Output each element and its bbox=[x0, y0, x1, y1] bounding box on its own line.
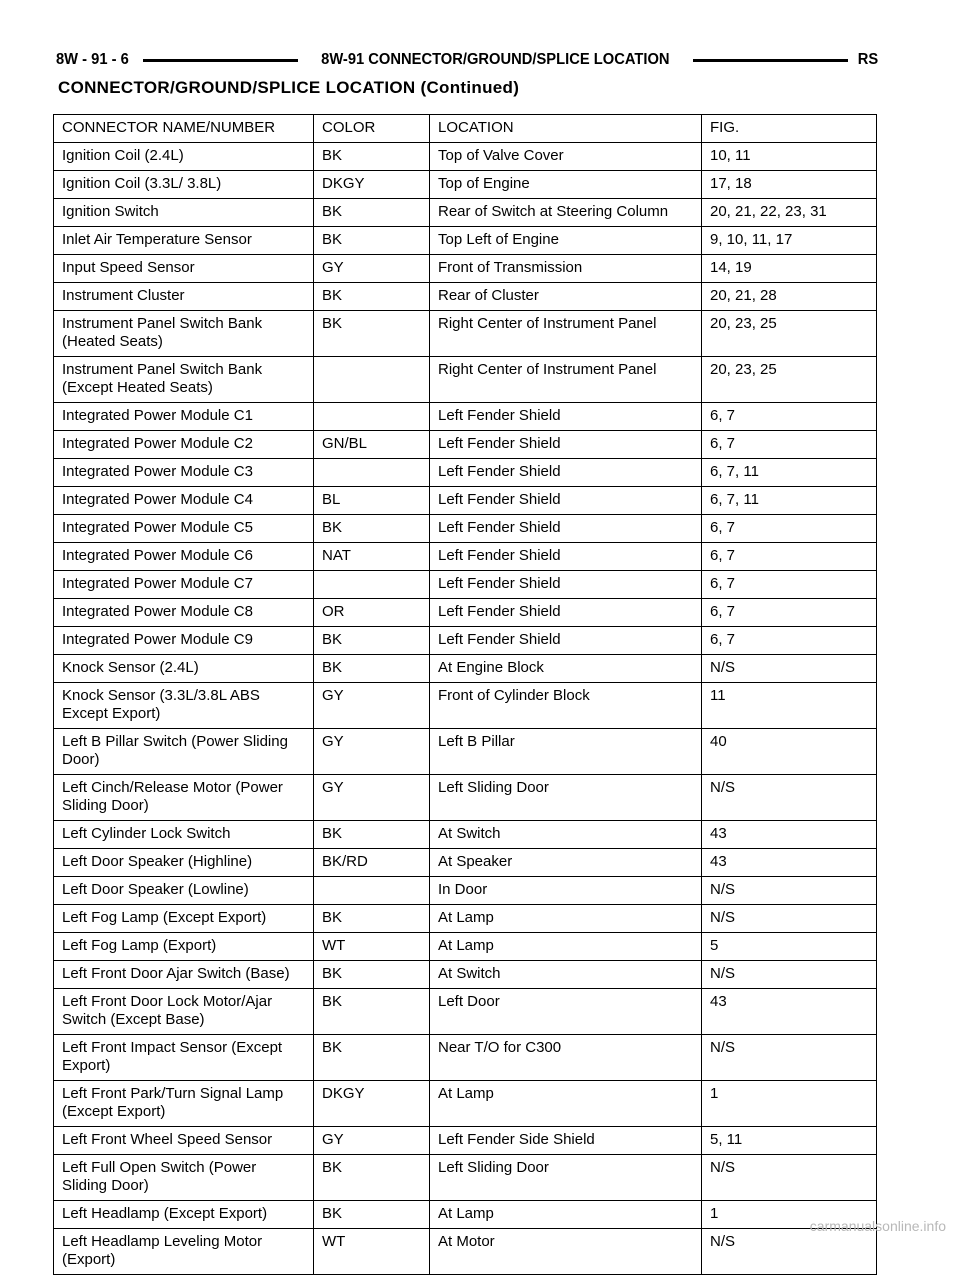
cell-connector-name: Left Door Speaker (Highline) bbox=[54, 849, 314, 877]
cell-location: Left Fender Shield bbox=[430, 403, 702, 431]
table-row bbox=[54, 989, 877, 1035]
cell-color: WT bbox=[314, 933, 430, 961]
cell-fig: N/S bbox=[702, 655, 877, 683]
cell-location: Left Fender Shield bbox=[430, 543, 702, 571]
cell-connector-name: Knock Sensor (3.3L/3.8L ABS Except Export) bbox=[54, 683, 314, 729]
model-code: RS bbox=[857, 51, 879, 68]
cell-color: BK bbox=[314, 1201, 430, 1229]
cell-location: At Switch bbox=[430, 821, 702, 849]
cell-color: BK bbox=[314, 283, 430, 311]
cell-location: Top of Valve Cover bbox=[430, 143, 702, 171]
header-rule-right bbox=[693, 59, 848, 62]
cell-color: BK bbox=[314, 989, 430, 1035]
cell-color: DKGY bbox=[314, 171, 430, 199]
table-row bbox=[54, 283, 877, 311]
cell-color: BK bbox=[314, 1155, 430, 1201]
cell-location: Right Center of Instrument Panel bbox=[430, 357, 702, 403]
cell-color: GY bbox=[314, 1127, 430, 1155]
cell-location: Left Sliding Door bbox=[430, 775, 702, 821]
cell-connector-name: Left Front Wheel Speed Sensor bbox=[54, 1127, 314, 1155]
cell-fig: 20, 23, 25 bbox=[702, 357, 877, 403]
cell-color: BK bbox=[314, 961, 430, 989]
table-row bbox=[54, 171, 877, 199]
table-row bbox=[54, 571, 877, 599]
cell-location: Left Fender Shield bbox=[430, 459, 702, 487]
cell-location: Left Fender Side Shield bbox=[430, 1127, 702, 1155]
table-row bbox=[54, 1081, 877, 1127]
cell-fig: 6, 7 bbox=[702, 571, 877, 599]
cell-fig: 1 bbox=[702, 1081, 877, 1127]
table-row bbox=[54, 227, 877, 255]
table-row bbox=[54, 487, 877, 515]
cell-connector-name: Left Front Door Ajar Switch (Base) bbox=[54, 961, 314, 989]
column-header-color: COLOR bbox=[314, 115, 430, 143]
cell-color: BL bbox=[314, 487, 430, 515]
cell-fig: 14, 19 bbox=[702, 255, 877, 283]
cell-fig: 5, 11 bbox=[702, 1127, 877, 1155]
cell-color: DKGY bbox=[314, 1081, 430, 1127]
cell-color: BK bbox=[314, 143, 430, 171]
cell-color: WT bbox=[314, 1229, 430, 1275]
table-title: CONNECTOR/GROUND/SPLICE LOCATION (Continued) bbox=[58, 78, 520, 97]
cell-connector-name: Ignition Coil (2.4L) bbox=[54, 143, 314, 171]
cell-connector-name: Left Front Door Lock Motor/Ajar Switch (Except Base) bbox=[54, 989, 314, 1035]
table-row bbox=[54, 961, 877, 989]
cell-connector-name: Left Headlamp Leveling Motor (Export) bbox=[54, 1229, 314, 1275]
table-row bbox=[54, 729, 877, 775]
cell-connector-name: Left Door Speaker (Lowline) bbox=[54, 877, 314, 905]
cell-fig: 43 bbox=[702, 849, 877, 877]
cell-color: OR bbox=[314, 599, 430, 627]
cell-connector-name: Left Fog Lamp (Export) bbox=[54, 933, 314, 961]
cell-location: At Engine Block bbox=[430, 655, 702, 683]
cell-color: BK bbox=[314, 627, 430, 655]
cell-connector-name: Left Front Park/Turn Signal Lamp (Except Export) bbox=[54, 1081, 314, 1127]
cell-location: Left Fender Shield bbox=[430, 487, 702, 515]
cell-color: BK bbox=[314, 199, 430, 227]
column-header-fig: FIG. bbox=[702, 115, 877, 143]
cell-connector-name: Input Speed Sensor bbox=[54, 255, 314, 283]
table-row bbox=[54, 143, 877, 171]
table-row bbox=[54, 255, 877, 283]
cell-connector-name: Integrated Power Module C9 bbox=[54, 627, 314, 655]
column-header-location: LOCATION bbox=[430, 115, 702, 143]
table-row bbox=[54, 683, 877, 729]
table-row bbox=[54, 599, 877, 627]
table-row bbox=[54, 311, 877, 357]
cell-fig: 1 bbox=[702, 1201, 877, 1229]
table-row bbox=[54, 515, 877, 543]
watermark: carmanualsonline.info bbox=[809, 1218, 946, 1234]
cell-fig: N/S bbox=[702, 775, 877, 821]
cell-location: At Switch bbox=[430, 961, 702, 989]
cell-location: Top Left of Engine bbox=[430, 227, 702, 255]
cell-location: Left Fender Shield bbox=[430, 515, 702, 543]
cell-connector-name: Integrated Power Module C2 bbox=[54, 431, 314, 459]
cell-fig: 10, 11 bbox=[702, 143, 877, 171]
table-row bbox=[54, 357, 877, 403]
cell-location: In Door bbox=[430, 877, 702, 905]
header-rule-left bbox=[143, 59, 298, 62]
table-row bbox=[54, 1201, 877, 1229]
cell-connector-name: Left B Pillar Switch (Power Sliding Door) bbox=[54, 729, 314, 775]
cell-color: GY bbox=[314, 255, 430, 283]
cell-connector-name: Instrument Panel Switch Bank (Heated Seats) bbox=[54, 311, 314, 357]
cell-location: Right Center of Instrument Panel bbox=[430, 311, 702, 357]
cell-connector-name: Integrated Power Module C4 bbox=[54, 487, 314, 515]
cell-fig: 6, 7 bbox=[702, 599, 877, 627]
table-row bbox=[54, 627, 877, 655]
cell-connector-name: Left Full Open Switch (Power Sliding Door) bbox=[54, 1155, 314, 1201]
page-header bbox=[56, 46, 878, 74]
cell-fig: 17, 18 bbox=[702, 171, 877, 199]
table-row bbox=[54, 1035, 877, 1081]
table-row bbox=[54, 199, 877, 227]
cell-location: Front of Transmission bbox=[430, 255, 702, 283]
cell-fig: N/S bbox=[702, 905, 877, 933]
cell-color: GN/BL bbox=[314, 431, 430, 459]
cell-connector-name: Left Fog Lamp (Except Export) bbox=[54, 905, 314, 933]
cell-location: Left Fender Shield bbox=[430, 431, 702, 459]
cell-connector-name: Integrated Power Module C8 bbox=[54, 599, 314, 627]
cell-location: Left B Pillar bbox=[430, 729, 702, 775]
cell-location: At Speaker bbox=[430, 849, 702, 877]
cell-fig: N/S bbox=[702, 1229, 877, 1275]
cell-fig: N/S bbox=[702, 1155, 877, 1201]
table-row bbox=[54, 775, 877, 821]
cell-color: NAT bbox=[314, 543, 430, 571]
table-row bbox=[54, 403, 877, 431]
cell-color bbox=[314, 403, 430, 431]
table-row bbox=[54, 655, 877, 683]
cell-location: At Lamp bbox=[430, 933, 702, 961]
cell-location: At Lamp bbox=[430, 1201, 702, 1229]
cell-connector-name: Left Cinch/Release Motor (Power Sliding Door) bbox=[54, 775, 314, 821]
table-row bbox=[54, 933, 877, 961]
cell-connector-name: Left Headlamp (Except Export) bbox=[54, 1201, 314, 1229]
connector-location-table bbox=[53, 114, 877, 1275]
column-header-connector: CONNECTOR NAME/NUMBER bbox=[54, 115, 314, 143]
table-row bbox=[54, 849, 877, 877]
cell-color: BK bbox=[314, 515, 430, 543]
cell-fig: 6, 7, 11 bbox=[702, 459, 877, 487]
cell-connector-name: Ignition Switch bbox=[54, 199, 314, 227]
cell-fig: 6, 7 bbox=[702, 543, 877, 571]
cell-location: At Lamp bbox=[430, 905, 702, 933]
cell-fig: N/S bbox=[702, 961, 877, 989]
cell-color bbox=[314, 877, 430, 905]
cell-connector-name: Left Front Impact Sensor (Except Export) bbox=[54, 1035, 314, 1081]
table-row bbox=[54, 431, 877, 459]
page-number: 8W - 91 - 6 bbox=[56, 51, 129, 68]
cell-color: GY bbox=[314, 775, 430, 821]
cell-fig: 40 bbox=[702, 729, 877, 775]
cell-fig: 43 bbox=[702, 989, 877, 1035]
cell-connector-name: Left Cylinder Lock Switch bbox=[54, 821, 314, 849]
table-row bbox=[54, 543, 877, 571]
cell-location: Top of Engine bbox=[430, 171, 702, 199]
cell-location: Rear of Cluster bbox=[430, 283, 702, 311]
table-row bbox=[54, 1229, 877, 1275]
table-row bbox=[54, 877, 877, 905]
cell-connector-name: Integrated Power Module C5 bbox=[54, 515, 314, 543]
cell-color bbox=[314, 571, 430, 599]
table-row bbox=[54, 905, 877, 933]
cell-fig: 11 bbox=[702, 683, 877, 729]
cell-color: GY bbox=[314, 683, 430, 729]
cell-location: Left Fender Shield bbox=[430, 627, 702, 655]
cell-connector-name: Integrated Power Module C7 bbox=[54, 571, 314, 599]
cell-fig: 6, 7 bbox=[702, 403, 877, 431]
table-row bbox=[54, 1155, 877, 1201]
cell-color: BK bbox=[314, 655, 430, 683]
cell-color: BK/RD bbox=[314, 849, 430, 877]
cell-fig: 20, 23, 25 bbox=[702, 311, 877, 357]
cell-color: BK bbox=[314, 311, 430, 357]
cell-location: Left Sliding Door bbox=[430, 1155, 702, 1201]
cell-connector-name: Integrated Power Module C1 bbox=[54, 403, 314, 431]
cell-location: At Lamp bbox=[430, 1081, 702, 1127]
cell-color bbox=[314, 357, 430, 403]
cell-color: GY bbox=[314, 729, 430, 775]
cell-fig: 6, 7 bbox=[702, 431, 877, 459]
section-title: 8W-91 CONNECTOR/GROUND/SPLICE LOCATION bbox=[321, 51, 670, 68]
cell-fig: N/S bbox=[702, 1035, 877, 1081]
cell-connector-name: Instrument Cluster bbox=[54, 283, 314, 311]
cell-fig: 6, 7, 11 bbox=[702, 487, 877, 515]
cell-fig: 5 bbox=[702, 933, 877, 961]
cell-connector-name: Instrument Panel Switch Bank (Except Heated Seats) bbox=[54, 357, 314, 403]
cell-fig: 20, 21, 22, 23, 31 bbox=[702, 199, 877, 227]
cell-location: Left Door bbox=[430, 989, 702, 1035]
cell-connector-name: Knock Sensor (2.4L) bbox=[54, 655, 314, 683]
cell-connector-name: Inlet Air Temperature Sensor bbox=[54, 227, 314, 255]
cell-fig: 9, 10, 11, 17 bbox=[702, 227, 877, 255]
cell-location: At Motor bbox=[430, 1229, 702, 1275]
cell-color: BK bbox=[314, 1035, 430, 1081]
cell-color bbox=[314, 459, 430, 487]
cell-connector-name: Integrated Power Module C6 bbox=[54, 543, 314, 571]
cell-location: Front of Cylinder Block bbox=[430, 683, 702, 729]
cell-fig: 20, 21, 28 bbox=[702, 283, 877, 311]
table-header-row bbox=[54, 115, 877, 143]
table-row bbox=[54, 1127, 877, 1155]
cell-location: Rear of Switch at Steering Column bbox=[430, 199, 702, 227]
cell-color: BK bbox=[314, 905, 430, 933]
cell-color: BK bbox=[314, 227, 430, 255]
cell-location: Near T/O for C300 bbox=[430, 1035, 702, 1081]
cell-connector-name: Ignition Coil (3.3L/ 3.8L) bbox=[54, 171, 314, 199]
table-body bbox=[54, 143, 877, 1275]
cell-location: Left Fender Shield bbox=[430, 599, 702, 627]
cell-fig: 6, 7 bbox=[702, 627, 877, 655]
cell-color: BK bbox=[314, 821, 430, 849]
cell-fig: N/S bbox=[702, 877, 877, 905]
cell-location: Left Fender Shield bbox=[430, 571, 702, 599]
cell-fig: 43 bbox=[702, 821, 877, 849]
table-row bbox=[54, 459, 877, 487]
cell-fig: 6, 7 bbox=[702, 515, 877, 543]
cell-connector-name: Integrated Power Module C3 bbox=[54, 459, 314, 487]
table-row bbox=[54, 821, 877, 849]
